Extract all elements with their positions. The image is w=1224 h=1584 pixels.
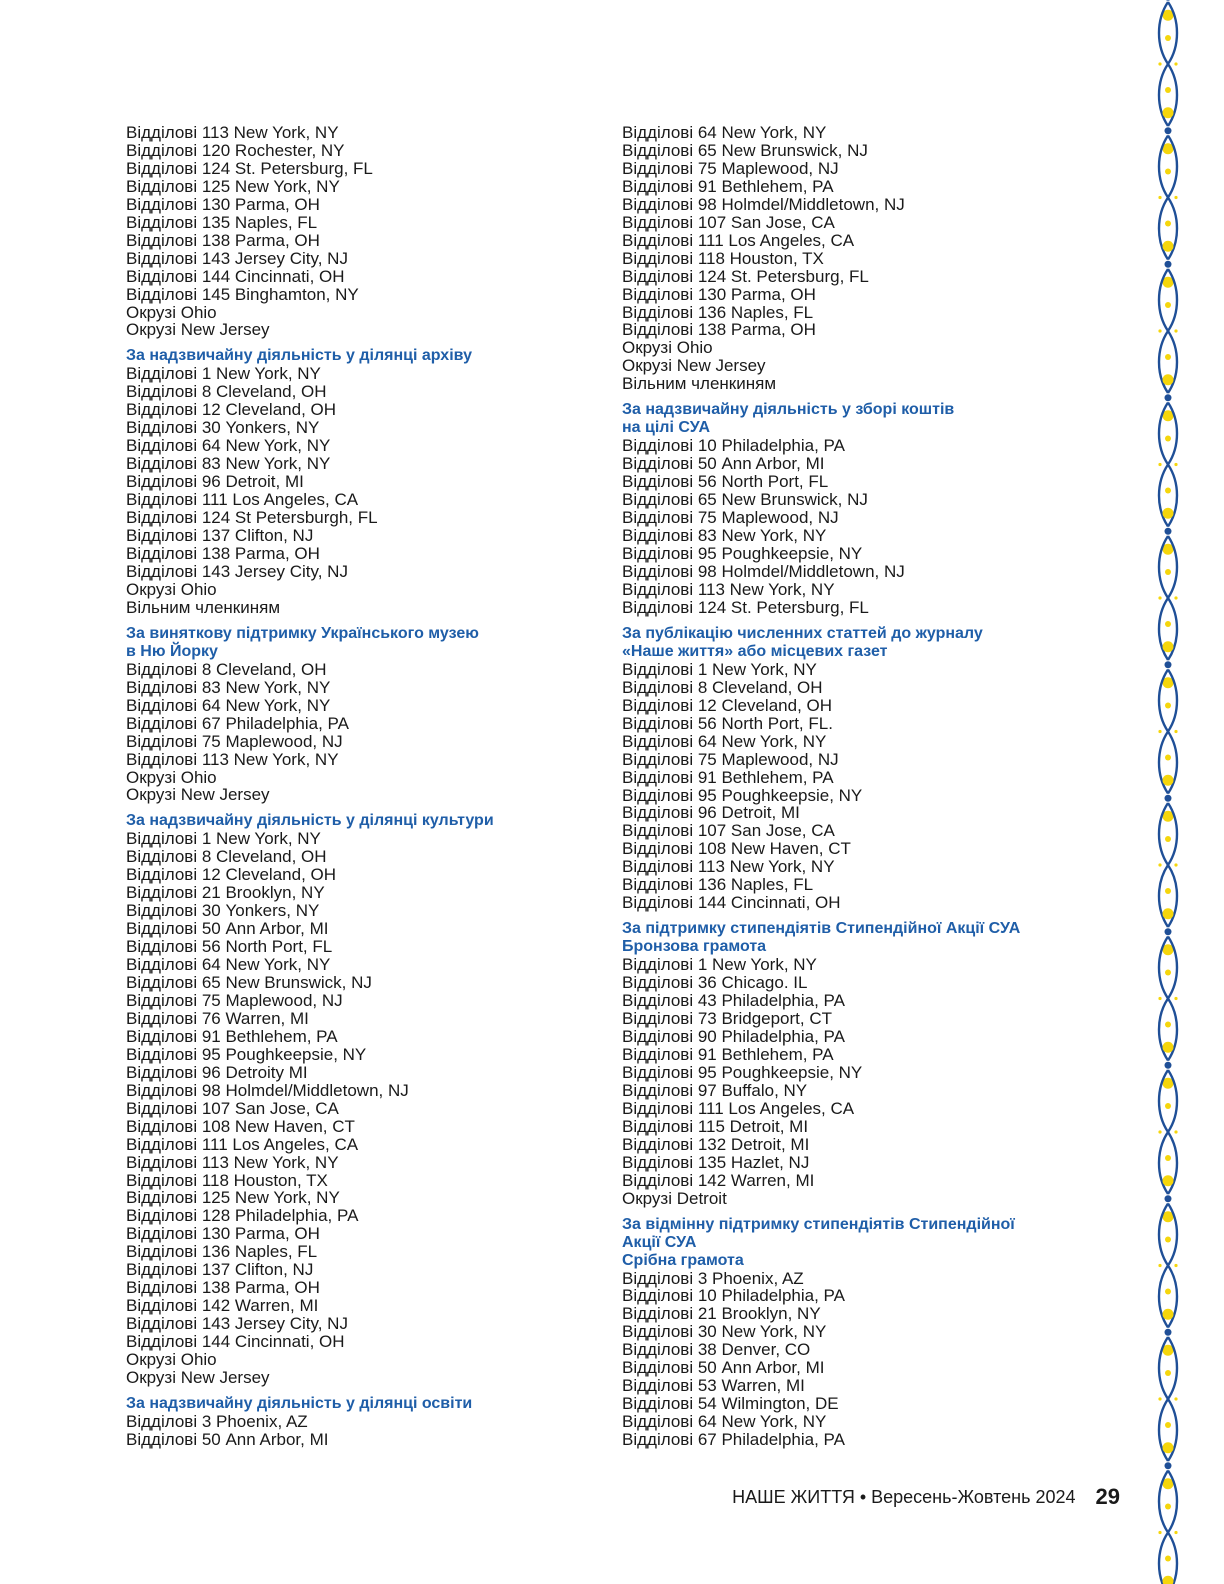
- list-item: Відділові 8 Cleveland, OH: [126, 382, 327, 402]
- list-item: Відділові 30 New York, NY: [622, 1322, 827, 1342]
- list-item: Відділові 118 Houston, TX: [622, 248, 824, 268]
- list-item: Відділові 21 Brooklyn, NY: [622, 1304, 821, 1324]
- list-item: Відділові 125 New York, NY: [126, 176, 340, 196]
- list-item: Відділові 65 New Brunswick, NJ: [622, 490, 868, 510]
- award-section: [126, 625, 596, 805]
- list-item: Відділові 143 Jersey City, NJ: [126, 561, 348, 581]
- list-item: Відділові 1 New York, NY: [622, 955, 817, 975]
- list-item: Відділові 12 Cleveland, OH: [126, 400, 337, 420]
- list-item: Відділові 98 Holmdel/Middletown, NJ: [622, 194, 905, 214]
- list-item: Відділові 120 Rochester, NY: [126, 140, 345, 160]
- list-item: Відділові 12 Cleveland, OH: [126, 865, 337, 885]
- section-heading: Бронзова грамота: [622, 938, 767, 956]
- ornament-motif: [1158, 2, 1177, 154]
- list-item: Відділові 73 Bridgeport, CT: [622, 1009, 833, 1029]
- ornament-motif: [1158, 403, 1177, 555]
- list-item: Відділові 8 Cleveland, OH: [126, 659, 327, 679]
- list-item: Відділові 144 Cincinnati, OH: [126, 1332, 345, 1352]
- list-item: Відділові 142 Warren, MI: [622, 1170, 815, 1190]
- list-item: Відділові 108 New Haven, CT: [622, 839, 851, 859]
- list-item: Відділові 124 St. Petersburg, FL: [622, 266, 869, 286]
- list-item: Відділові 83 New York, NY: [622, 526, 827, 546]
- list-item: Відділові 64 New York, NY: [126, 955, 331, 975]
- list-item: Вільним членкиням: [622, 374, 777, 394]
- list-item: Відділові 64 New York, NY: [126, 695, 331, 715]
- publication-name: НАШЕ ЖИТТЯ • Вересень-Жовтень 2024: [732, 1486, 1076, 1507]
- section-heading: За надзвичайну діяльність у ділянці культури: [126, 812, 494, 830]
- list-item: Відділові 107 San Jose, CA: [622, 821, 835, 841]
- list-item: Відділові 50 Ann Arbor, MI: [126, 1429, 329, 1449]
- list-item: Відділові 56 North Port, FL: [622, 472, 829, 492]
- list-item: Відділові 91 Bethlehem, PA: [622, 767, 834, 787]
- ornament-motif: [1158, 1070, 1177, 1222]
- list-item: Відділові 108 New Haven, CT: [126, 1116, 355, 1136]
- section-heading: «Наше життя» або місцевих газет: [622, 642, 888, 660]
- list-item: Відділові 50 Ann Arbor, MI: [126, 919, 329, 939]
- list-item: Відділові 21 Brooklyn, NY: [126, 883, 325, 903]
- list-item: Відділові 91 Bethlehem, PA: [622, 1044, 834, 1064]
- list-item: Відділові 91 Bethlehem, PA: [126, 1026, 338, 1046]
- ornament-motif: [1158, 1204, 1177, 1356]
- list-item: Відділові 30 Yonkers, NY: [126, 418, 320, 438]
- list-item: Відділові 75 Maplewood, NJ: [126, 731, 343, 751]
- list-item: Відділові 50 Ann Arbor, MI: [622, 1358, 825, 1378]
- award-section: [126, 347, 596, 616]
- section-heading: За відмінну підтримку стипендіятів Стипендійної: [622, 1215, 1015, 1233]
- ornament-motif: [1158, 803, 1177, 955]
- list-item: Відділові 56 North Port, FL: [126, 937, 333, 957]
- list-item: Відділові 1 New York, NY: [622, 659, 817, 679]
- page-number: 29: [1095, 1484, 1120, 1509]
- list-item: Відділові 135 Naples, FL: [126, 212, 318, 232]
- section-heading: За публікацію численних статтей до журналу: [622, 624, 983, 642]
- list-item: Відділові 143 Jersey City, NJ: [126, 248, 348, 268]
- list-item: Відділові 107 San Jose, CA: [126, 1098, 339, 1118]
- list-item: Відділові 115 Detroit, MI: [622, 1116, 809, 1136]
- list-item: Відділові 76 Warren, MI: [126, 1008, 309, 1028]
- list-item: Відділові 38 Denver, CO: [622, 1340, 811, 1360]
- list-item: Відділові 1 New York, NY: [126, 829, 321, 849]
- list-item: Відділові 90 Philadelphia, PA: [622, 1026, 845, 1046]
- list-item: Окрузі Ohio: [622, 338, 713, 358]
- list-item: Відділові 75 Maplewood, NJ: [126, 990, 343, 1010]
- list-item: Відділові 125 New York, NY: [126, 1188, 340, 1208]
- list-item: Відділові 111 Los Angeles, CA: [622, 230, 855, 250]
- list-item: Відділові 54 Wilmington, DE: [622, 1394, 839, 1414]
- list-item: Відділові 30 Yonkers, NY: [126, 901, 320, 921]
- section-heading: в Ню Йорку: [126, 642, 218, 660]
- ornament-motif: [1158, 1337, 1177, 1489]
- list-item: Відділові 96 Detroit, MI: [622, 803, 800, 823]
- list-item: Відділові 75 Maplewood, NJ: [622, 749, 839, 769]
- list-item: Відділові 138 Parma, OH: [126, 543, 320, 563]
- ornament-motif: [1158, 136, 1177, 288]
- left-column: [126, 124, 596, 1449]
- list-item: Відділові 111 Los Angeles, CA: [126, 1134, 359, 1154]
- list-item: Відділові 75 Maplewood, NJ: [622, 158, 839, 178]
- list-item: Відділові 67 Philadelphia, PA: [126, 713, 349, 733]
- award-section: [622, 1216, 1092, 1450]
- list-item: Відділові 43 Philadelphia, PA: [622, 991, 845, 1011]
- list-item: Відділові 65 New Brunswick, NJ: [126, 973, 372, 993]
- list-item: Окрузі New Jersey: [126, 320, 270, 340]
- list-item: Відділові 1 New York, NY: [126, 364, 321, 384]
- list-item: Відділові 137 Clifton, NJ: [126, 526, 314, 546]
- list-item: Відділові 95 Poughkeepsie, NY: [622, 1062, 863, 1082]
- list-item: Відділові 95 Poughkeepsie, NY: [126, 1044, 367, 1064]
- section-heading: За підтримку стипендіятів Стипендійної Акції СУА: [622, 920, 1021, 938]
- list-item: Відділові 113 New York, NY: [126, 749, 339, 769]
- list-item: Відділові 136 Naples, FL: [126, 1242, 318, 1262]
- list-item: Відділові 50 Ann Arbor, MI: [622, 454, 825, 474]
- list-item: Відділові 138 Parma, OH: [126, 230, 320, 250]
- list-item: Відділові 144 Cincinnati, OH: [126, 266, 345, 286]
- ornament-motif: [1158, 269, 1177, 421]
- list-item: Відділові 124 St. Petersburg, FL: [126, 158, 373, 178]
- list-item: Вільним членкиням: [126, 597, 281, 617]
- list-item: Відділові 118 Houston, TX: [126, 1170, 328, 1190]
- ornament-motif: [1158, 536, 1177, 688]
- list-item: Відділові 138 Parma, OH: [126, 1278, 320, 1298]
- list-item: Відділові 75 Maplewood, NJ: [622, 508, 839, 528]
- list-item: Відділові 83 New York, NY: [126, 454, 331, 474]
- list-item: Відділові 136 Naples, FL: [622, 875, 814, 895]
- ornament-motif: [1158, 670, 1177, 822]
- award-section: [126, 812, 596, 1387]
- list-item: Відділові 3 Phoenix, AZ: [622, 1268, 804, 1288]
- list-item: Окрузі Ohio: [126, 579, 217, 599]
- award-section: [126, 124, 596, 339]
- list-item: Відділові 96 Detroit, MI: [126, 472, 304, 492]
- list-item: Відділові 83 New York, NY: [126, 677, 331, 697]
- award-section: [126, 1395, 596, 1449]
- list-item: Відділові 124 St Petersburgh, FL: [126, 508, 378, 528]
- section-heading: Акції СУА: [622, 1233, 697, 1251]
- list-item: Відділові 130 Parma, OH: [126, 194, 320, 214]
- list-item: Відділові 91 Bethlehem, PA: [622, 176, 834, 196]
- list-item: Відділові 3 Phoenix, AZ: [126, 1411, 308, 1431]
- list-item: Відділові 56 North Port, FL.: [622, 713, 833, 733]
- list-item: Відділові 113 New York, NY: [126, 123, 339, 142]
- list-item: Відділові 142 Warren, MI: [126, 1296, 319, 1316]
- list-item: Відділові 64 New York, NY: [126, 436, 331, 456]
- list-item: Відділові 10 Philadelphia, PA: [622, 1286, 845, 1306]
- award-section: [622, 124, 1092, 393]
- list-item: Відділові 10 Philadelphia, PA: [622, 436, 845, 456]
- list-item: Окрузі New Jersey: [622, 356, 766, 376]
- ornament-motif: [1158, 937, 1177, 1089]
- list-item: Відділові 136 Naples, FL: [622, 302, 814, 322]
- list-item: Відділові 143 Jersey City, NJ: [126, 1314, 348, 1334]
- section-heading: За виняткову підтримку Українського музею: [126, 624, 479, 642]
- list-item: Окрузі Ohio: [126, 767, 217, 787]
- award-section: [622, 401, 1092, 617]
- list-item: Відділові 144 Cincinnati, OH: [622, 893, 841, 913]
- list-item: Відділові 132 Detroit, MI: [622, 1134, 810, 1154]
- section-heading: на цілі СУА: [622, 419, 710, 437]
- list-item: Відділові 12 Cleveland, OH: [622, 695, 833, 715]
- list-item: Окрузі Detroit: [622, 1188, 727, 1208]
- list-item: Відділові 130 Parma, OH: [622, 284, 816, 304]
- list-item: Окрузі New Jersey: [126, 1368, 270, 1387]
- list-item: Відділові 64 New York, NY: [622, 1412, 827, 1432]
- list-item: Відділові 36 Chicago. IL: [622, 973, 808, 993]
- award-section: [622, 625, 1092, 912]
- list-item: Відділові 137 Clifton, NJ: [126, 1260, 314, 1280]
- list-item: Відділові 128 Philadelphia, PA: [126, 1206, 359, 1226]
- list-item: Відділові 130 Parma, OH: [126, 1224, 320, 1244]
- list-item: Відділові 97 Buffalo, NY: [622, 1080, 808, 1100]
- list-item: Відділові 113 New York, NY: [622, 857, 835, 877]
- list-item: Відділові 53 Warren, MI: [622, 1376, 805, 1396]
- decorative-border-ornament: [1152, 0, 1184, 1584]
- list-item: Відділові 64 New York, NY: [622, 731, 827, 751]
- list-item: Окрузі Ohio: [126, 302, 217, 322]
- list-item: Відділові 96 Detroity MI: [126, 1062, 308, 1082]
- list-item: Відділові 67 Philadelphia, PA: [622, 1430, 845, 1450]
- list-item: Відділові 8 Cleveland, OH: [126, 847, 327, 867]
- list-item: Відділові 98 Holmdel/Middletown, NJ: [622, 561, 905, 581]
- right-column: [622, 124, 1092, 1449]
- list-item: Відділові 8 Cleveland, OH: [622, 677, 823, 697]
- list-item: Окрузі New Jersey: [126, 785, 270, 805]
- section-heading: За надзвичайну діяльність у зборі коштів: [622, 401, 955, 419]
- list-item: Відділові 113 New York, NY: [622, 579, 835, 599]
- list-item: Відділові 135 Hazlet, NJ: [622, 1152, 810, 1172]
- list-item: Відділові 111 Los Angeles, CA: [622, 1098, 855, 1118]
- list-item: Відділові 145 Binghamton, NY: [126, 284, 359, 304]
- list-item: Окрузі Ohio: [126, 1350, 217, 1370]
- section-heading: Срібна грамота: [622, 1251, 744, 1269]
- list-item: Відділові 95 Poughkeepsie, NY: [622, 785, 863, 805]
- section-heading: За надзвичайну діяльність у ділянці архіву: [126, 347, 472, 365]
- award-section: [622, 920, 1092, 1207]
- page-footer: [700, 1484, 1120, 1510]
- list-item: Відділові 111 Los Angeles, CA: [126, 490, 359, 510]
- list-item: Відділові 95 Poughkeepsie, NY: [622, 544, 863, 564]
- list-item: Відділові 113 New York, NY: [126, 1152, 339, 1172]
- section-heading: За надзвичайну діяльність у ділянці освіти: [126, 1394, 473, 1412]
- list-item: Відділові 65 New Brunswick, NJ: [622, 140, 868, 160]
- list-item: Відділові 107 San Jose, CA: [622, 212, 835, 232]
- list-item: Відділові 64 New York, NY: [622, 123, 827, 142]
- list-item: Відділові 98 Holmdel/Middletown, NJ: [126, 1080, 409, 1100]
- list-item: Відділові 138 Parma, OH: [622, 320, 816, 340]
- list-item: Відділові 124 St. Petersburg, FL: [622, 597, 869, 617]
